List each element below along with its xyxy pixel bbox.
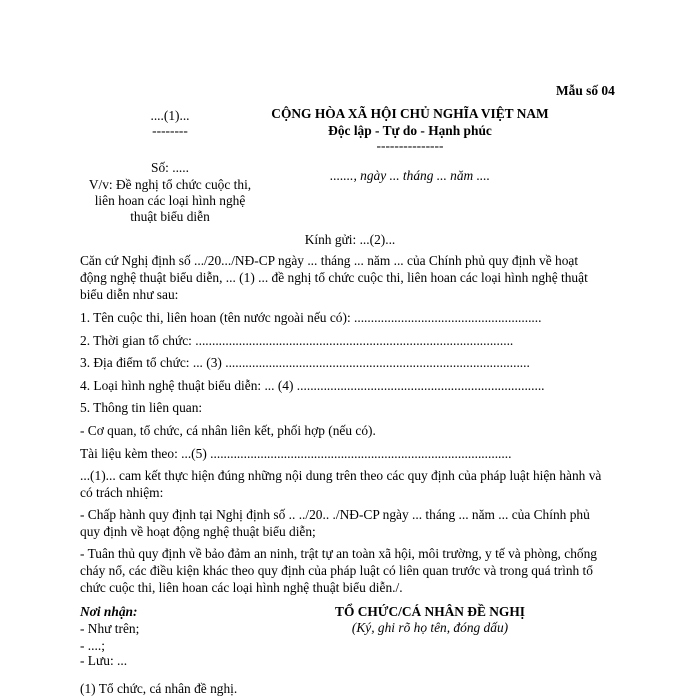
signature-title: TỔ CHỨC/CÁ NHÂN ĐỀ NGHỊ — [335, 604, 525, 619]
country-name: CỘNG HÒA XÃ HỘI CHỦ NGHĨA VIỆT NAM — [271, 106, 549, 121]
obligation-1-line-2: quy định về hoạt động nghệ thuật biểu diễn; — [80, 524, 316, 539]
commitment-line-1: ...(1)... cam kết thực hiện đúng những nội dung trên theo các quy định của pháp luật hiện hành và — [80, 468, 602, 483]
motto-rule: --------------- — [376, 138, 444, 153]
greeting: Kính gửi: ...(2)... — [304, 232, 396, 247]
issuing-organization: ....(1)... — [150, 108, 190, 123]
organization-rule: -------- — [152, 123, 188, 138]
item-related-info: 5. Thông tin liên quan: — [80, 400, 203, 415]
commitment-line-2: có trách nhiệm: — [80, 485, 164, 500]
footnote: (1) Tổ chức, cá nhân đề nghị. — [80, 681, 238, 696]
subject-line-3: thuật biểu diễn — [130, 209, 210, 224]
signature-note: (Ký, ghi rõ họ tên, đóng dấu) — [351, 620, 509, 635]
obligation-2-line-3: chức cuộc thi, liên hoan các loại hình nghệ thuật biểu diễn./. — [80, 580, 403, 595]
document-number: Số: ..... — [151, 160, 189, 175]
item-partners: - Cơ quan, tổ chức, cá nhân liên kết, phối hợp (nếu có). — [80, 423, 376, 438]
recipient-line-2: - ....; — [80, 638, 105, 653]
form-code: Mẫu số 04 — [556, 83, 615, 98]
intro-line-3: biểu diễn như sau: — [80, 287, 179, 302]
item-art-type: 4. Loại hình nghệ thuật biểu diễn: ... (4) .......................................................................... — [80, 378, 545, 393]
subject-line-1: V/v: Đề nghị tổ chức cuộc thi, — [88, 177, 252, 192]
item-event-name: 1. Tên cuộc thi, liên hoan (tên nước ngoài nếu có): ........................................................ — [80, 310, 542, 325]
obligation-1-line-1: - Chấp hành quy định tại Nghị định số .. ../20.. ./NĐ-CP ngày ... tháng ... năm ... của Chính phủ — [80, 507, 590, 522]
subject-line-2: liên hoan các loại hình nghệ — [94, 193, 246, 208]
obligation-2-line-2: cháy nổ, các điều kiện khác theo quy định của pháp luật có liên quan trước và trong quá trình tổ — [80, 563, 593, 578]
recipient-line-1: - Như trên; — [80, 621, 140, 636]
national-motto: Độc lập - Tự do - Hạnh phúc — [328, 123, 492, 138]
item-time: 2. Thời gian tổ chức: ............................................................................................... — [80, 333, 514, 348]
item-attachments: Tài liệu kèm theo: ...(5) .......................................................................................... — [80, 446, 512, 461]
obligation-2-line-1: - Tuân thủ quy định về bảo đảm an ninh, trật tự an toàn xã hội, môi trường, y tế và phòng, chống — [80, 546, 597, 561]
item-location: 3. Địa điểm tổ chức: ... (3) ........................................................................................... — [80, 355, 530, 370]
recipients-heading: Nơi nhận: — [80, 604, 138, 619]
intro-line-2: động nghệ thuật biểu diễn, ... (1) ... đề nghị tổ chức cuộc thi, liên hoan các loại hình nghệ thuật — [80, 270, 588, 285]
recipient-line-3: - Lưu: ... — [80, 653, 128, 668]
place-date-line: ......., ngày ... tháng ... năm .... — [330, 168, 490, 183]
intro-line-1: Căn cứ Nghị định số .../20.../NĐ-CP ngày ... tháng ... năm ... của Chính phủ quy định về hoạt — [80, 253, 579, 268]
